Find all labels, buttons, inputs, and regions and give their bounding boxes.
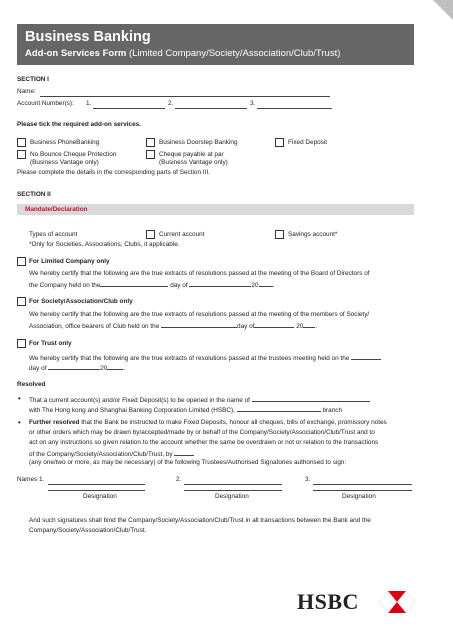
- designation-1-field[interactable]: [48, 490, 145, 491]
- name-2-field[interactable]: [184, 484, 282, 485]
- account-1-field[interactable]: [93, 108, 165, 109]
- account-2-field[interactable]: [175, 108, 247, 109]
- resolved-bullet-2-line-1: Further resolved that the Bank be instructed to make Fixed Deposits, honour all cheques, bills of exchange, promissory notes: [29, 419, 387, 426]
- form-header: [17, 24, 414, 65]
- account-1-label: 1.: [86, 100, 92, 107]
- designation-3-label: Designation: [342, 493, 376, 500]
- phone-banking-label: Business PhoneBanking: [30, 139, 100, 146]
- account-number-label: Account Number(s):: [17, 100, 74, 107]
- designation-3-field[interactable]: [313, 490, 412, 491]
- society-checkbox[interactable]: [17, 297, 26, 306]
- account-3-label: 3.: [250, 100, 256, 107]
- fixed-deposit-label: Fixed Deposit: [288, 139, 328, 146]
- phone-banking-checkbox[interactable]: [17, 138, 26, 147]
- no-bounce-note: (Business Vantage only): [30, 159, 99, 166]
- savings-account-label: Savings account*: [288, 231, 338, 238]
- resolved-bullet-2-line-4: of the Company/Society/Association/Club/Trust, by: [29, 449, 194, 459]
- mandate-label: Mandate/Declaration: [25, 205, 88, 213]
- resolved-bullet-1-line-1: That a current account(s) and/or Fixed Deposit(s) to be opened in the name of: [29, 395, 370, 405]
- no-bounce-checkbox[interactable]: [17, 150, 26, 159]
- name-3-label: 3.: [305, 476, 311, 483]
- cheque-payable-note: (Business Vantage only): [159, 159, 228, 166]
- bullet-1: •: [18, 394, 21, 403]
- current-account-checkbox[interactable]: [146, 230, 155, 239]
- trust-text-2: day of 20 .: [29, 365, 126, 372]
- closing-line-2: Company/Society/Association/Club/Trust.: [29, 527, 147, 534]
- types-of-account-label: Types of account: [29, 231, 78, 238]
- fixed-deposit-checkbox[interactable]: [275, 138, 284, 147]
- limited-text-2: the Company held on the day of 20 .: [29, 282, 275, 289]
- resolved-bullet-2-line-5: (any one/two or more, as may be necessary) of the following Trustees/Authorised Signatories authorised to sign:: [29, 459, 347, 466]
- section-2-heading: SECTION II: [17, 191, 51, 198]
- name-label: Name:: [17, 88, 36, 95]
- society-text-2: Association, office bearers of Club held on the day of 20 .: [29, 323, 318, 330]
- resolved-bullet-2-line-3: act on any instructions so given relation to the account whether the same be overdrawn or not or relation to the transactions: [29, 439, 379, 446]
- names-label: Names 1.: [17, 476, 45, 483]
- cheque-payable-checkbox[interactable]: [146, 150, 155, 159]
- designation-1-label: Designation: [83, 493, 117, 500]
- name-3-field[interactable]: [313, 484, 412, 485]
- hsbc-logo: [297, 589, 417, 615]
- corner-fold: [433, 0, 453, 20]
- society-text-1: We hereby certify that the following are the true extracts of resolutions passed at the meeting of the members of Society/: [29, 311, 370, 318]
- cheque-payable-label: Cheque payable at par: [159, 151, 224, 158]
- bullet-2: •: [18, 418, 21, 427]
- tick-instruction: Please tick the required add-on services.: [17, 121, 141, 128]
- account-3-field[interactable]: [257, 108, 332, 109]
- hsbc-wordmark: HSBC: [297, 589, 359, 614]
- name-2-label: 2.: [176, 476, 182, 483]
- resolved-bullet-1-line-2: with The Hong kong and Shanghai Banking Corporation Limited (HSBC), branch: [29, 407, 343, 414]
- closing-line-1: And such signatures shall bind the Company/Society/Association/Club/Trust in all transactions between the Bank and the: [29, 517, 371, 524]
- designation-2-field[interactable]: [184, 490, 282, 491]
- current-account-label: Current account: [159, 231, 205, 238]
- trust-checkbox[interactable]: [17, 339, 26, 348]
- resolved-heading: Resolved: [17, 381, 46, 388]
- asterisk-note: *Only for Societies, Associations, Clubs, it applicable.: [29, 241, 180, 248]
- resolved-bullet-2-line-2: or other orders which may be drawn by/accepted/made by or behalf of the Company/Society/Association/Club/Trust and to: [29, 429, 375, 436]
- name-field[interactable]: [40, 96, 330, 97]
- doorstep-banking-label: Business Doorstep Banking: [159, 139, 238, 146]
- mandate-bar: [17, 204, 414, 215]
- limited-company-heading: For Limited Company only: [29, 258, 110, 265]
- trust-heading: For Trust only: [29, 340, 72, 347]
- no-bounce-label: No Bounce Cheque Protection: [30, 151, 117, 158]
- section-1-heading: SECTION I: [17, 76, 49, 83]
- form-title: Business Banking: [25, 29, 151, 45]
- name-1-field[interactable]: [48, 484, 145, 485]
- limited-text-1: We hereby certify that the following are the true extracts of resolutions passed at the meeting of the Board of Directors of: [29, 270, 370, 277]
- trust-text-1: We hereby certify that the following are the true extracts of resolutions passed at the trustees meeting held on the: [29, 353, 381, 363]
- limited-company-checkbox[interactable]: [17, 257, 26, 266]
- form-subtitle: Add-on Services Form (Limited Company/Society/Association/Club/Trust): [25, 48, 341, 59]
- hsbc-hexagon-icon: [379, 591, 415, 613]
- designation-2-label: Designation: [215, 493, 249, 500]
- complete-note: Please complete the details in the corresponding parts of Section III.: [17, 169, 210, 176]
- savings-account-checkbox[interactable]: [275, 230, 284, 239]
- doorstep-banking-checkbox[interactable]: [146, 138, 155, 147]
- account-2-label: 2.: [168, 100, 174, 107]
- society-heading: For Society/Association/Club only: [29, 298, 133, 305]
